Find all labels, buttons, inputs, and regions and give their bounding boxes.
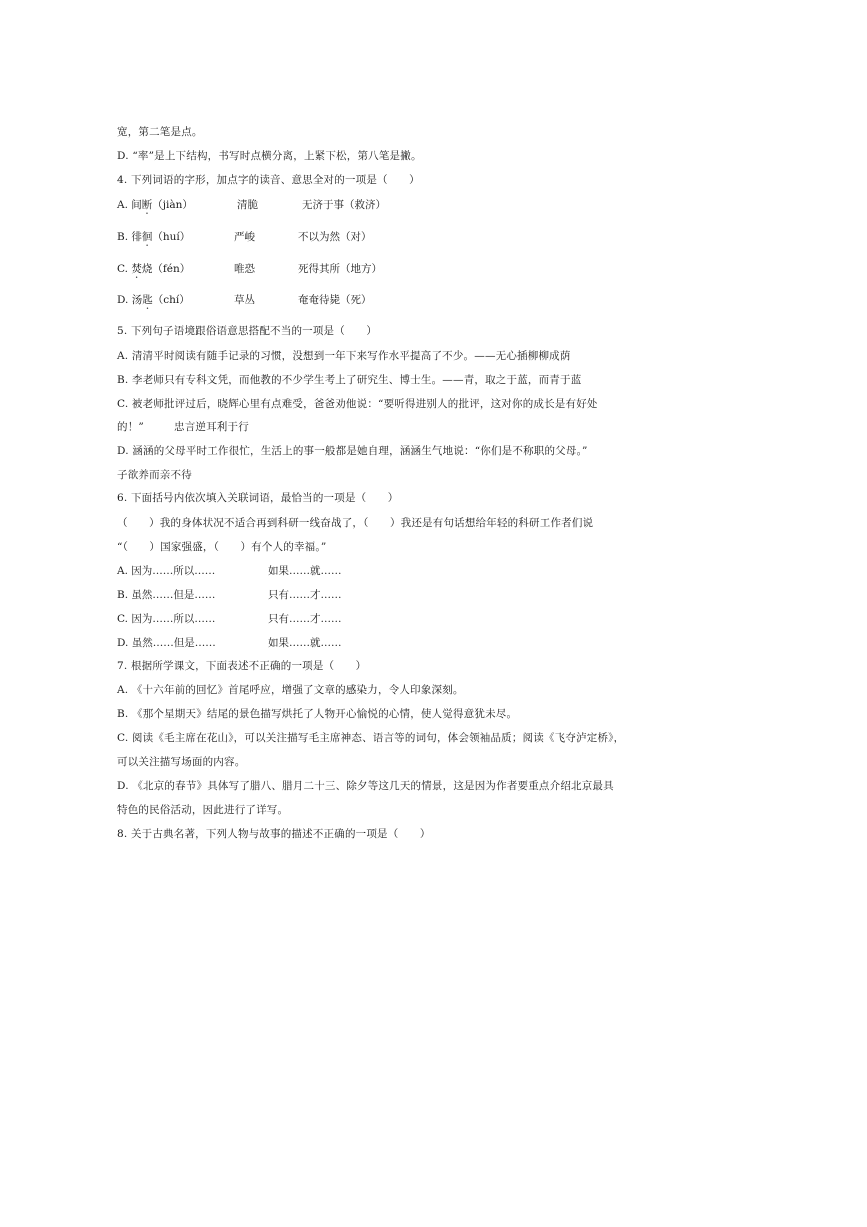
q4-option-c-word2: 唯恐 bbox=[234, 263, 255, 275]
dotted-char: 焚 bbox=[131, 263, 142, 275]
text-line-continuation: 宽，第二笔是点。 bbox=[117, 126, 203, 138]
q6-option-a: A. 因为……所以…… bbox=[117, 565, 216, 577]
dotted-char: 断 bbox=[141, 199, 153, 211]
question-4-stem: 4. 下列词语的字形，加点字的读音、意思全对的一项是（ ） bbox=[117, 174, 420, 186]
question-8-stem: 8. 关于古典名著，下列人物与故事的描述不正确的一项是（ ） bbox=[117, 828, 431, 840]
q4-option-d: D. 汤匙（chí） bbox=[117, 294, 190, 306]
question-6-stem: 6. 下面括号内依次填入关联词语，最恰当的一项是（ ） bbox=[117, 492, 399, 504]
q6-option-b: B. 虽然……但是…… bbox=[117, 589, 216, 601]
q5-option-a: A. 清清平时阅读有随手记录的习惯，没想到一年下来写作水平提高了不少。——无心插柳柳成荫 bbox=[117, 350, 571, 362]
q4-option-a: A. 间断（jiàn） bbox=[117, 199, 193, 211]
q4-option-b: B. 徘徊（huí） bbox=[117, 231, 191, 243]
q6-option-d-pair2: 如果……就…… bbox=[268, 637, 342, 649]
option-label: D. bbox=[117, 637, 129, 649]
q5-option-c-proverb: 忠言逆耳利于行 bbox=[174, 421, 249, 433]
q6-option-d: D. 虽然……但是…… bbox=[117, 637, 216, 649]
q6-option-c: C. 因为……所以…… bbox=[117, 613, 216, 625]
q4-option-b-word2: 严峻 bbox=[234, 231, 255, 243]
q4-option-a-word2: 清脆 bbox=[237, 199, 258, 211]
option-d-prev-question: D. “率”是上下结构，书写时点横分离，上紧下松，第八笔是撇。 bbox=[117, 150, 422, 162]
q4-option-c: C. 焚烧（fén） bbox=[117, 263, 191, 275]
option-label: A. bbox=[117, 199, 128, 211]
q7-option-d: D. 《北京的春节》具体写了腊八、腊月二十三、除夕等这几天的情景，这是因为作者要重点介绍北京最具 bbox=[117, 780, 614, 792]
q4-option-d-word2: 草丛 bbox=[234, 294, 255, 306]
q4-option-b-word3: 不以为然（对） bbox=[298, 231, 372, 243]
q4-option-c-word3: 死得其所（地方） bbox=[298, 263, 382, 275]
q6-option-b-pair2: 只有……才…… bbox=[268, 589, 342, 601]
option-label: B. bbox=[117, 589, 129, 601]
option-label: D. bbox=[117, 294, 129, 306]
q6-option-a-pair2: 如果……就…… bbox=[268, 565, 342, 577]
option-label: C. bbox=[117, 613, 128, 625]
q4-option-a-word3: 无济于事（救济） bbox=[302, 199, 386, 211]
q7-option-c: C. 阅读《毛主席在花山》，可以关注描写毛主席神态、语言等的词句，体会领袖品质；阅读《飞夺泸定桥》， bbox=[117, 732, 625, 744]
q5-option-d-proverb: 子欲养而亲不待 bbox=[117, 469, 192, 481]
question-7-stem: 7. 根据所学课文，下面表述不正确的一项是（ ） bbox=[117, 660, 367, 672]
dotted-char: 匙 bbox=[142, 294, 153, 306]
q5-option-c: C. 被老师批评过后，晓辉心里有点难受，爸爸劝他说：“要听得进别人的批评，这对你的成长是有好处 bbox=[117, 398, 598, 410]
q6-sentence-2: “（ ）国家强盛，（ ）有个人的幸福。” bbox=[117, 541, 327, 553]
option-label: B. bbox=[117, 231, 129, 243]
option-label: A. bbox=[117, 565, 128, 577]
dotted-char: 徊 bbox=[141, 231, 153, 243]
q5-option-c-end: 的！” bbox=[117, 421, 144, 433]
q6-option-c-pair2: 只有……才…… bbox=[268, 613, 342, 625]
q7-option-d-cont: 特色的民俗活动，因此进行了详写。 bbox=[117, 804, 289, 816]
option-label: C. bbox=[117, 263, 128, 275]
q6-sentence-1: （ ）我的身体状况不适合再到科研一线奋战了，（ ）我还是有句话想给年轻的科研工作者们说 bbox=[117, 517, 594, 529]
q4-option-d-word3: 奄奄待毙（死） bbox=[298, 294, 372, 306]
q7-option-b: B. 《那个星期天》结尾的景色描写烘托了人物开心愉悦的心情，使人觉得意犹未尽。 bbox=[117, 708, 518, 720]
q5-option-b: B. 李老师只有专科文凭，而他教的不少学生考上了研究生、博士生。——青，取之于蓝，而青于蓝 bbox=[117, 374, 582, 386]
q7-option-c-cont: 可以关注描写场面的内容。 bbox=[117, 756, 246, 768]
question-5-stem: 5. 下列句子语境跟俗语意思搭配不当的一项是（ ） bbox=[117, 325, 378, 337]
q7-option-a: A. 《十六年前的回忆》首尾呼应，增强了文章的感染力，令人印象深刻。 bbox=[117, 684, 464, 696]
q5-option-d: D. 涵涵的父母平时工作很忙，生活上的事一般都是她自理，涵涵生气地说：“你们是不称职的父母。” bbox=[117, 445, 588, 457]
